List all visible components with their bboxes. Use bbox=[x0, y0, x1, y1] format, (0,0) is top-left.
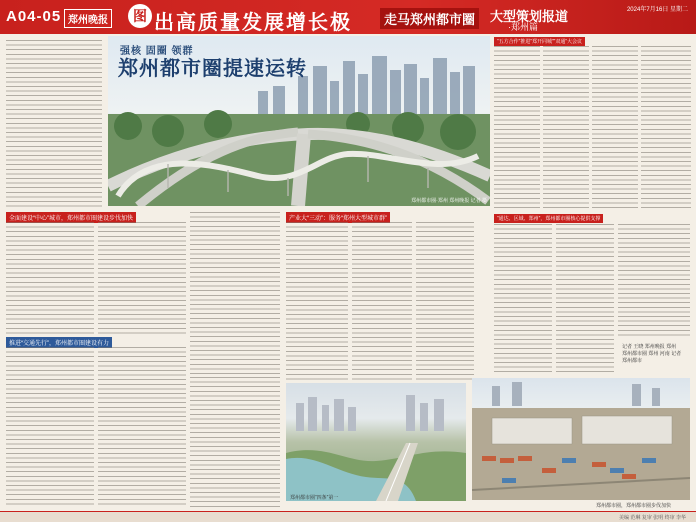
right-top-text-b bbox=[543, 46, 589, 211]
center-text-a bbox=[286, 222, 348, 380]
section-head-left-mid: 全面建设“中心”城市，郑州都市圈建设步伐加快 bbox=[6, 212, 136, 223]
right-mid-text-b bbox=[556, 224, 614, 374]
left-bottom-text-b bbox=[98, 347, 186, 507]
left-mid-text-c bbox=[190, 212, 280, 374]
byline-line: 郑州都市圈 郑州 河南 记者 bbox=[622, 351, 682, 357]
right-top-text-d bbox=[641, 46, 691, 211]
page-footer bbox=[0, 511, 696, 522]
section-head-left-bottom: 推进“交通先行”，郑州都市圈建设有力 bbox=[6, 337, 112, 348]
left-bottom-text-c bbox=[190, 377, 280, 507]
right-top-text-a bbox=[494, 46, 540, 211]
hero-headline: 郑州都市圈提速运转 bbox=[118, 58, 307, 80]
section-head-center: 产业大“三动”：服务“郑州大型城市群” bbox=[286, 212, 390, 223]
report-label: 大型策划报道 bbox=[490, 9, 569, 24]
page-code: A04-05 bbox=[6, 8, 62, 25]
left-mid-text-b bbox=[98, 222, 186, 334]
district-photo-caption: 郑州都市圈“四条”第一 bbox=[290, 495, 339, 501]
paper-logo: 郑州晚报 bbox=[64, 9, 112, 28]
masthead-subtitle: 走马郑州都市圈 bbox=[380, 8, 479, 29]
left-mid-text-a bbox=[6, 222, 94, 334]
byline-block bbox=[622, 344, 681, 365]
hero-tagline: 强核 固圈 领群 bbox=[120, 46, 194, 57]
right-top-text-c bbox=[592, 46, 638, 211]
right-mid-text-c bbox=[618, 224, 690, 339]
logistics-illustration bbox=[472, 378, 690, 500]
district-photo bbox=[286, 383, 466, 501]
hero-photo bbox=[108, 36, 490, 206]
logistics-photo-caption: 郑州都市圈，郑州都市圈步伐加快 bbox=[596, 503, 672, 509]
center-text-c bbox=[416, 222, 474, 380]
emblem-icon: 图 bbox=[128, 4, 152, 28]
section-head-right-top: “五方合作”推进“郑开同城”“双通”大会议 bbox=[494, 37, 585, 46]
intro-text-column bbox=[6, 40, 102, 210]
masthead-banner bbox=[0, 0, 696, 34]
byline-line: 郑州都市 bbox=[622, 358, 643, 364]
byline-line: 记者 王晓 郑州晚报 郑州 bbox=[622, 344, 677, 350]
logistics-hub-photo bbox=[472, 378, 690, 500]
district-illustration bbox=[286, 383, 466, 501]
editor-credits: 美编 范琳 复审 张明 终审 李华 bbox=[619, 515, 686, 521]
left-bottom-text-a bbox=[6, 347, 94, 507]
center-text-b bbox=[352, 222, 412, 380]
section-head-right-mid: “通达、区域、郑州”，郑州都市圈核心提供支撑 bbox=[494, 214, 603, 223]
masthead-title: 出高质量发展增长极 bbox=[154, 12, 352, 34]
right-mid-text-a bbox=[494, 224, 552, 374]
hero-caption: 郑州都市圈·郑州 郑州晚报 记者 摄 bbox=[411, 198, 487, 204]
report-sub-label: ·郑州篇 bbox=[508, 22, 538, 32]
issue-date: 2024年7月16日 星期二 bbox=[626, 7, 688, 13]
